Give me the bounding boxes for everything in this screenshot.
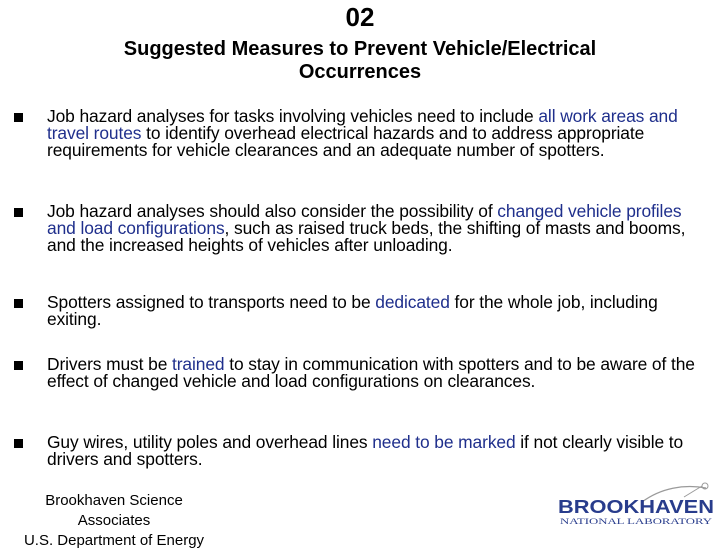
bullet-text <box>47 203 697 255</box>
square-bullet-icon <box>14 299 23 308</box>
bullet-text <box>47 356 697 390</box>
slide-title: Suggested Measures to Prevent Vehicle/Electrical Occurrences <box>123 38 597 83</box>
bullet-text-after: if not clearly visible to drivers and spotters. <box>47 432 684 470</box>
logo-swoosh-line <box>684 486 702 497</box>
square-bullet-icon <box>14 113 23 122</box>
bullet-text-before: Job hazard analyses for tasks involving vehicles need to include <box>47 106 539 126</box>
bullet-text <box>47 434 697 468</box>
footer-org-line: Associates <box>77 512 151 529</box>
bullet-text-after: to identify overhead electrical hazards and to address appropriate requirements for vehicle clearances and an adequate number of spotters. <box>47 123 645 161</box>
bullet-text-before: Guy wires, utility poles and overhead lines <box>47 432 373 452</box>
bullet-text-after: to stay in communication with spotters and to be aware of the effect of changed vehicle and load configurations on clearances. <box>47 354 695 392</box>
bullet-text-after: , such as raised truck beds, the shifting of masts and booms, and the increased heights of vehicles after unloading. <box>47 218 686 256</box>
square-bullet-icon <box>14 439 23 448</box>
bullet-text <box>47 294 697 328</box>
bullet-highlight: trained <box>172 354 225 374</box>
bullet-text-after: for the whole job, including exiting. <box>47 292 658 330</box>
bullet-highlight: dedicated <box>375 292 450 312</box>
bullet-highlight: all work areas and travel routes <box>47 106 678 144</box>
logo-sub-text: NATIONAL LABORATORY <box>560 516 712 526</box>
bullet-text-before: Spotters assigned to transports need to be <box>47 292 376 312</box>
brookhaven-logo <box>556 482 716 526</box>
footer-organization <box>0 491 228 551</box>
bullet-text-before: Drivers must be <box>47 354 172 374</box>
bullet-highlight: need to be marked <box>372 432 516 452</box>
footer-org-line: U.S. Department of Energy <box>23 532 205 549</box>
slide-number: 02 <box>345 2 375 32</box>
bullet-text <box>47 108 697 160</box>
logo-main-text: BROOKHAVEN <box>558 497 714 517</box>
footer-org-line: Brookhaven Science <box>45 492 183 509</box>
bullet-text-before: Job hazard analyses should also consider the possibility of <box>47 201 498 221</box>
square-bullet-icon <box>14 361 23 370</box>
square-bullet-icon <box>14 208 23 217</box>
bullet-highlight: changed vehicle profiles and load configurations <box>47 201 682 239</box>
